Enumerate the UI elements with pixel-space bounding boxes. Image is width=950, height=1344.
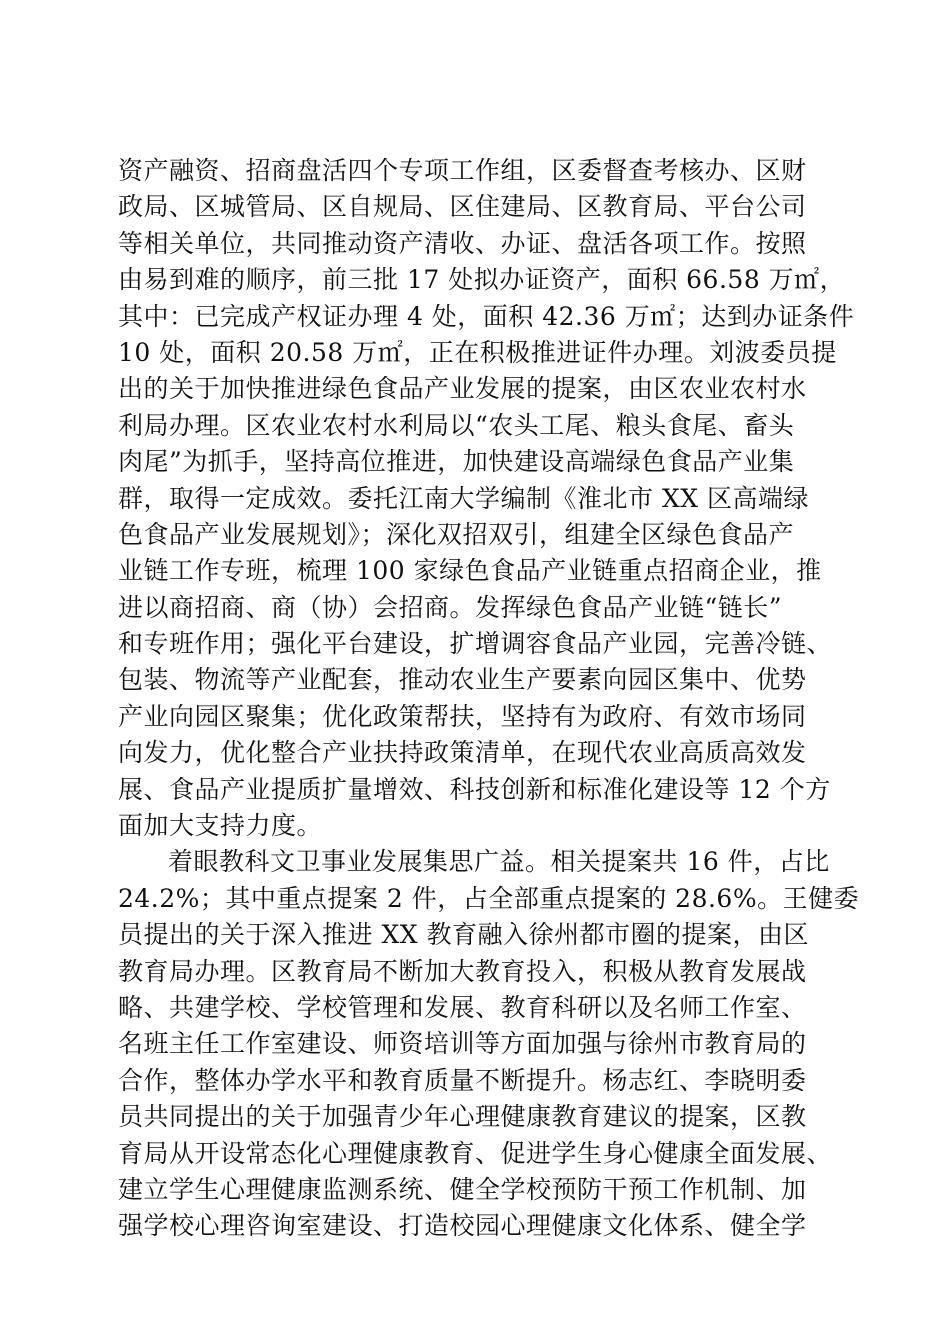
text-line-15: 包装、物流等产业配套，推动农业生产要素向园区集中、优势 [118,665,807,695]
text-line-5: 其中：已完成产权证办理 4 处，面积 42.36 万㎡；达到办证条件 [118,301,855,331]
text-line-13: 进以商招商、商（协）会招商。发挥绿色食品产业链“链长” [118,592,783,622]
text-line-21: 24.2%；其中重点提案 2 件，占全部重点提案的 28.6%。王健委 [118,883,860,913]
text-line-18: 展、食品产业提质扩量增效、科技创新和标准化建设等 12 个方 [118,774,831,804]
text-line-19: 面加大支持力度。 [118,811,323,841]
text-line-17: 向发力，优化整合产业扶持政策清单，在现代农业高质高效发 [118,738,807,768]
text-line-25: 名班主任工作室建设、师资培训等方面加强与徐州市教育局的 [118,1029,807,1059]
text-line-29: 建立学生心理健康监测系统、健全学校预防干预工作机制、加 [118,1174,807,1204]
text-line-7: 出的关于加快推进绿色食品产业发展的提案，由区农业农村水 [118,374,807,404]
text-line-6: 10 处，面积 20.58 万㎡，正在积极推进证件办理。刘波委员提 [118,337,837,367]
text-line-20: 着眼教科文卫事业发展集思广益。相关提案共 16 件，占比 [168,847,830,877]
text-line-8: 利局办理。区农业农村水利局以“农头工尾、粮头食尾、畜头 [118,410,795,440]
text-line-10: 群，取得一定成效。委托江南大学编制《淮北市 XX 区高端绿 [118,483,809,513]
text-line-9: 肉尾”为抓手，坚持高位推进，加快建设高端绿色食品产业集 [118,447,795,477]
text-line-12: 业链工作专班，梳理 100 家绿色食品产业链重点招商企业，推 [118,556,822,586]
text-line-30: 强学校心理咨询室建设、打造校园心理健康文化体系、健全学 [118,1211,807,1241]
text-line-16: 产业向园区聚集；优化政策帮扶，坚持有为政府、有效市场同 [118,701,807,731]
text-line-3: 等相关单位，共同推动资产清收、办证、盘活各项工作。按照 [118,228,807,258]
text-line-28: 育局从开设常态化心理健康教育、促进学生身心健康全面发展、 [118,1138,833,1168]
text-line-26: 合作，整体办学水平和教育质量不断提升。杨志红、李晓明委 [118,1065,807,1095]
text-line-27: 员共同提出的关于加强青少年心理健康教育建议的提案，区教 [118,1102,807,1132]
text-line-22: 员提出的关于深入推进 XX 教育融入徐州都市圈的提案，由区 [118,920,809,950]
text-line-24: 略、共建学校、学校管理和发展、教育科研以及名师工作室、 [118,992,807,1022]
text-line-11: 色食品产业发展规划》；深化双招双引，组建全区绿色食品产 [118,519,795,549]
body-text [118,153,860,1245]
text-line-14: 和专班作用；强化平台建设，扩增调容食品产业园，完善冷链、 [118,629,833,659]
text-line-1: 资产融资、招商盘活四个专项工作组，区委督查考核办、区财 [118,156,807,185]
text-line-4: 由易到难的顺序，前三批 17 处拟办证资产，面积 66.58 万㎡， [118,265,846,295]
text-line-23: 教育局办理。区教育局不断加大教育投入，积极从教育发展战 [118,956,807,986]
text-line-2: 政局、区城管局、区自规局、区住建局、区教育局、平台公司 [118,192,807,222]
